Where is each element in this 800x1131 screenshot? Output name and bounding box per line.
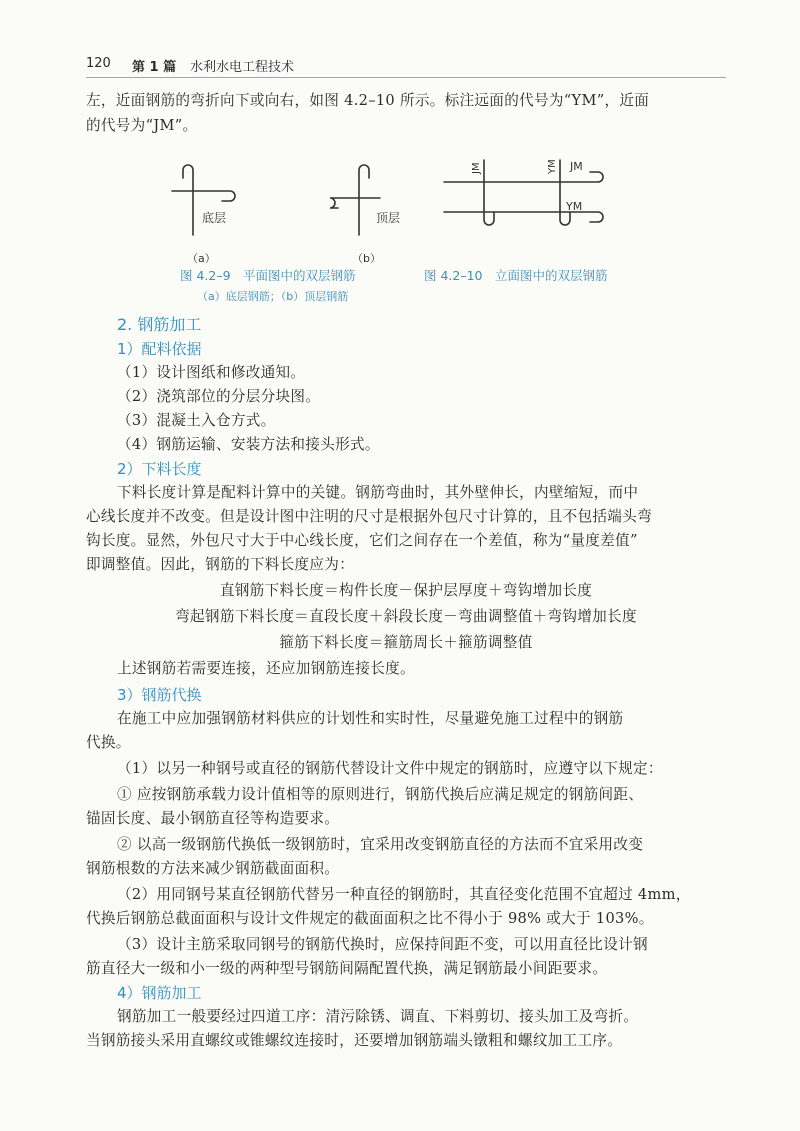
sub2-para-line: 钩长度。显然，外包尺寸大于中心线长度，它们之间存在一个差值，称为“量度差值” [86,532,638,549]
formula-straight: 直钢筋下料长度＝构件长度－保护层厚度＋弯钩增加长度 [219,582,593,599]
sub1-item: （3）混凝土入仓方式。 [117,412,276,429]
sub3-line: （3）设计主筋采取同钢号的钢筋代换时，应保持间距不变，可以用直径比设计钢 [117,936,648,953]
fig9b-label: 顶层 [376,211,401,225]
sub3-line: 在施工中应加强钢筋材料供应的计划性和实时性，尽量避免施工过程中的钢筋 [117,710,624,727]
formula-bent: 弯起钢筋下料长度＝直段长度＋斜段长度－弯曲调整值＋弯钩增加长度 [175,608,637,625]
fig10-caption: 图 4.2–10 立面图中的双层钢筋 [424,268,608,283]
sub3-heading: 3）钢筋代换 [117,686,202,704]
sub3-line: 锚固长度、最小钢筋直径等构造要求。 [86,810,340,827]
sub3-line: 代换。 [86,734,131,751]
sub3-line: 钢筋根数的方法来减少钢筋截面面积。 [86,860,340,877]
sub1-heading: 1）配料依据 [117,340,202,358]
sub4-line: 钢筋加工一般要经过四道工序：清污除锈、调直、下料剪切、接头加工及弯折。 [117,1008,639,1025]
fig9b-top-rebar [330,165,380,235]
sub1-item: （2）浇筑部位的分层分块图。 [117,388,321,405]
sub2-note: 上述钢筋若需要连接，还应加钢筋连接长度。 [117,660,415,677]
formula-stirrup: 箍筋下料长度＝箍筋周长＋箍筋调整值 [279,634,533,651]
intro-line-1: 左，近面钢筋的弯折向下或向右，如图 4.2–10 所示。标注远面的代号为“YM”，近面 [86,92,650,109]
sub4-heading: 4）钢筋加工 [117,984,202,1002]
sub3-line: 筋直径大一级和小一级的两种型号钢筋间隔配置代换，满足钢筋最小间距要求。 [86,960,608,977]
part-label: 第 1 篇 [132,60,177,75]
sub3-line: （2）用同钢号某直径钢筋代替另一种直径的钢筋时，其直径变化范围不宜超过 4mm， [117,886,691,903]
fig9a-sub: （a） [187,252,216,265]
fig9a-label: 底层 [202,211,227,225]
sub1-item: （1）设计图纸和修改通知。 [117,364,306,381]
intro-line-2: 的代号为“JM”。 [86,117,198,134]
fig10-jm-vertical: JM [471,162,482,174]
page-number: 120 [86,56,111,71]
sub2-heading: 2）下料长度 [117,460,202,478]
sub2-para-line: 即调整值。因此，钢筋的下料长度应为： [86,556,355,573]
sub2-para-line: 心线长度并不改变。但是设计图中注明的尺寸是根据外包尺寸计算的，且不包括端头弯 [86,508,652,525]
fig10-jm-right: JM [570,160,583,173]
sub2-para-line: 下料长度计算是配料计算中的关键。钢筋弯曲时，其外壁伸长，内壁缩短，而中 [117,484,639,501]
section-heading: 2. 钢筋加工 [117,315,202,334]
header-title: 水利水电工程技术 [190,60,295,75]
sub3-line: （1）以另一种钢号或直径的钢筋代替设计文件中规定的钢筋时，应遵守以下规定： [117,760,663,777]
sub4-line: 当钢筋接头采用直螺纹或锥螺纹连接时，还要增加钢筋端头镦粗和螺纹加工工序。 [86,1032,623,1049]
sub1-item: （4）钢筋运输、安装方法和接头形式。 [117,436,380,453]
fig10-ym-vertical: YM [547,159,558,174]
sub3-line: 代换后钢筋总截面面积与设计文件规定的截面面积之比不得小于 98% 或大于 103%。 [86,910,654,927]
header-rule [86,77,726,78]
fig10-ym-right: YM [566,200,583,213]
fig9-caption: 图 4.2–9 平面图中的双层钢筋 [180,268,356,283]
fig9-subcaption: （a）底层钢筋；（b）顶层钢筋 [197,290,349,303]
sub3-line: ① 应按钢筋承载力设计值相等的原则进行，钢筋代换后应满足规定的钢筋间距、 [117,786,644,803]
rebar-figures [0,140,800,280]
fig9b-sub: （b） [352,252,381,265]
sub3-line: ② 以高一级钢筋代换低一级钢筋时，宜采用改变钢筋直径的方法而不宜采用改变 [117,836,644,853]
